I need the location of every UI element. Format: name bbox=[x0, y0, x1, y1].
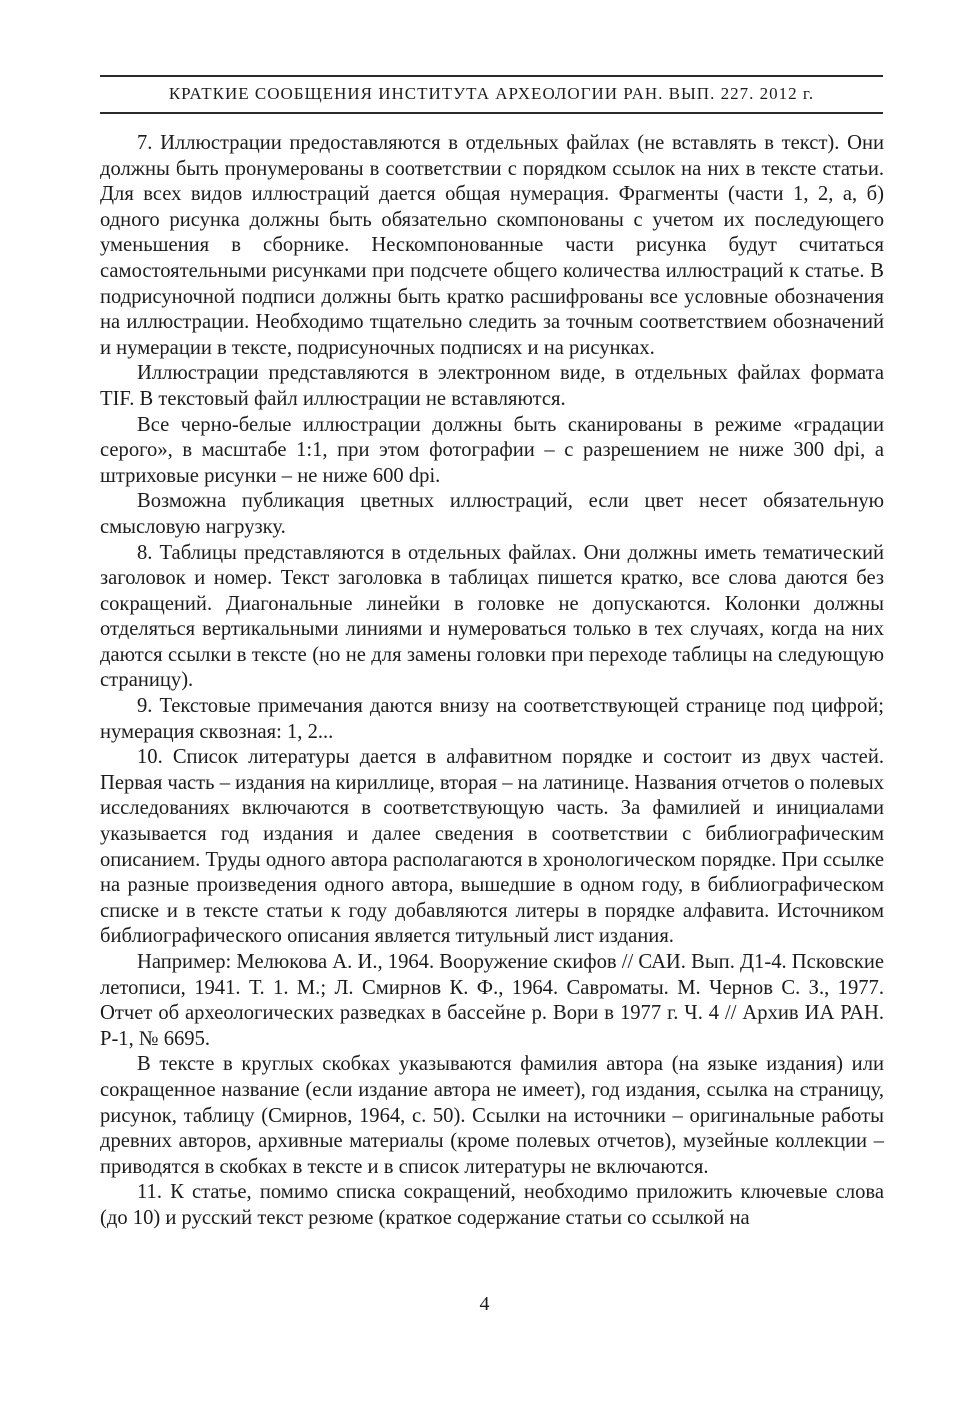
body-text bbox=[100, 131, 884, 1232]
paragraph: 10. Список литературы дается в алфавитном порядке и состоит из двух частей. Первая часть – издания на кириллице, вторая – на латинице. Названия отчетов о полевых исследованиях включаются в соответствующую часть. За фамилией и инициалами указывается год издания и далее сведения в соответствии с библиографическим описанием. Труды одного автора располагаются в хронологическом порядке. При ссылке на разные произведения одного автора, вышедшие в одном году, в библиографическом списке и в тексте статьи к году добавляются литеры в порядке алфавита. Источником библиографического описания является титульный лист издания. bbox=[100, 746, 884, 948]
paragraph: В тексте в круглых скобках указываются фамилия автора (на языке издания) или сокращенное название (если издание автора не имеет), год издания, ссылка на страницу, рисунок, таблицу (Смирнов, 1964, с. 50). Ссылки на источники – оригинальные работы древних авторов, архивные материалы (кроме полевых отчетов), музейные коллекции – приводятся в скобках в тексте и в список литературы не включаются. bbox=[100, 1053, 884, 1178]
paragraph: 9. Текстовые примечания даются внизу на соответствующей странице под цифрой; нумерация сквозная: 1, 2... bbox=[100, 695, 884, 743]
page-header bbox=[100, 75, 883, 114]
paragraph: Возможна публикация цветных иллюстраций, если цвет несет обязательную смысловую нагрузку. bbox=[100, 490, 884, 538]
paragraph: 7. Иллюстрации предоставляются в отдельных файлах (не вставлять в текст). Они должны быть пронумерованы в соответствии с порядком ссылок на них в тексте статьи. Для всех видов иллюстраций дается общая нумерация. Фрагменты (части 1, 2, а, б) одного рисунка должны быть обязательно скомпонованы с учетом их последующего уменьшения в сборнике. Нескомпонованные части рисунка будут считаться самостоятельными рисунками при подсчете общего количества иллюстраций к статье. В подрисуночной подписи должны быть кратко расшифрованы все условные обозначения на иллюстрации. Необходимо тщательно следить за точным соответствием обозначений и нумерации в тексте, подрисуночных подписях и на рисунках. bbox=[100, 132, 884, 359]
paragraph: 11. К статье, помимо списка сокращений, необходимо приложить ключевые слова (до 10) и русский текст резюме (краткое содержание статьи со ссылкой на bbox=[100, 1181, 884, 1229]
paragraph: Иллюстрации представляются в электронном виде, в отдельных файлах формата TIF. В текстовый файл иллюстрации не вставляются. bbox=[100, 362, 884, 410]
paragraph: Например: Мелюкова А. И., 1964. Вооружение скифов // САИ. Вып. Д1-4. Псковские летописи, 1941. Т. 1. М.; Л. Смирнов К. Ф., 1964. Савроматы. М. Чернов С. З., 1977. Отчет об археологических разведках в бассейне р. Вори в 1977 г. Ч. 4 // Архив ИА РАН. Р-1, № 6695. bbox=[100, 951, 884, 1050]
paragraph: 8. Таблицы представляются в отдельных файлах. Они должны иметь тематический заголовок и номер. Текст заголовка в таблицах пишется кратко, все слова даются без сокращений. Диагональные линейки в головке не допускаются. Колонки должны отделяться вертикальными линиями и нумероваться только в тех случаях, когда на них даются ссылки в тексте (но не для замены головки при переходе таблицы на следующую страницу). bbox=[100, 541, 884, 692]
paragraph: Все черно-белые иллюстрации должны быть сканированы в режиме «градации серого», в масштабе 1:1, при этом фотографии – с разрешением не ниже 300 dpi, а штриховые рисунки – не ниже 600 dpi. bbox=[100, 413, 884, 487]
journal-running-title: КРАТКИЕ СООБЩЕНИЯ ИНСТИТУТА АРХЕОЛОГИИ РАН. ВЫП. 227. 2012 г. bbox=[168, 84, 815, 103]
page-number: 4 bbox=[479, 1293, 490, 1315]
